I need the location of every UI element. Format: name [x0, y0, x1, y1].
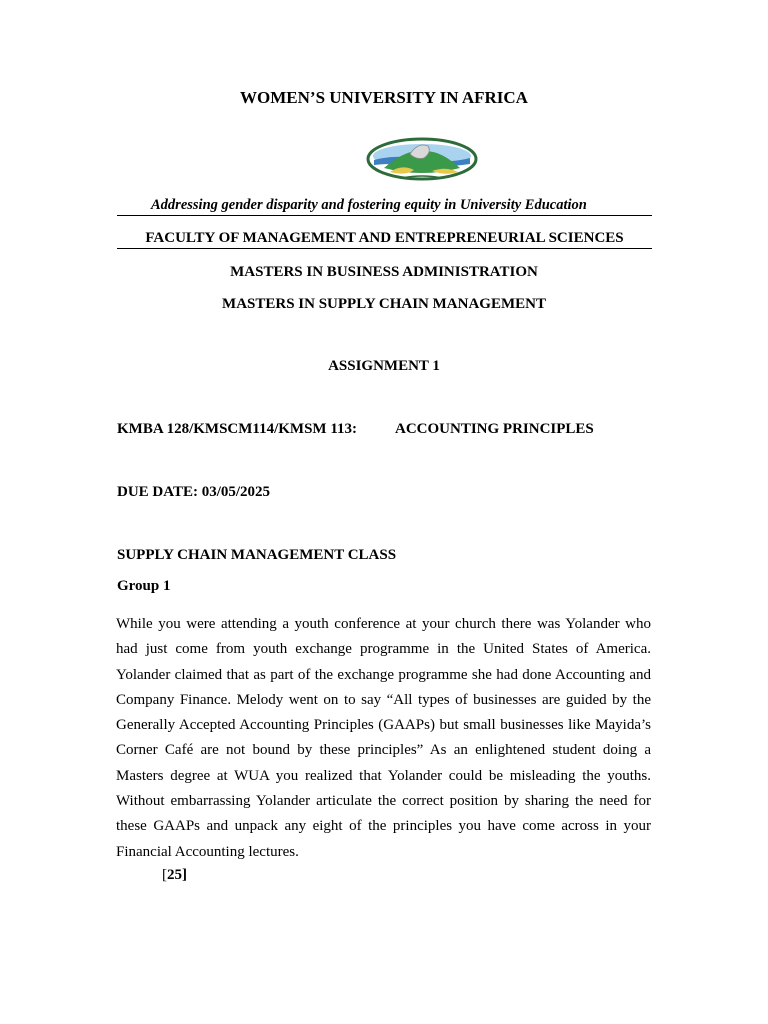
- university-name: WOMEN’S UNIVERSITY IN AFRICA: [240, 88, 528, 107]
- marks-open-bracket: [: [162, 867, 167, 883]
- faculty-name: FACULTY OF MANAGEMENT AND ENTREPRENEURIAL SCIENCES: [145, 230, 624, 246]
- programme-mba: MASTERS IN BUSINESS ADMINISTRATION: [230, 264, 538, 280]
- course-code: KMBA 128/KMSCM114/KMSM 113:: [117, 421, 357, 437]
- marks-close-bracket: ]: [182, 867, 187, 883]
- group-name: Group 1: [117, 578, 171, 594]
- due-date: DUE DATE: 03/05/2025: [117, 484, 271, 500]
- assignment-title: ASSIGNMENT 1: [328, 358, 440, 374]
- header-rule-bottom: [117, 248, 652, 249]
- course-name: ACCOUNTING PRINCIPLES: [395, 421, 594, 437]
- programme-mscm: MASTERS IN SUPPLY CHAIN MANAGEMENT: [222, 296, 546, 312]
- marks-value: 25: [167, 867, 182, 883]
- marks-allocation: [162, 867, 187, 884]
- university-tagline: Addressing gender disparity and fostering equity in University Education: [151, 197, 587, 213]
- assignment-question: While you were attending a youth conference at your church there was Yolander who had just come from youth exchange programme in the United States of America. Yolander claimed that as part of the exchange programme she had done Accounting and Company Finance. Melody went on to say “All types of businesses are guided by the Generally Accepted Accounting Principles (GAAPs) but small businesses like Mayida’s Corner Café are not bound by these principles” As an enlightened student doing a Masters degree at WUA you realized that Yolander could be misleading the youths. Without embarrassing Yolander articulate the correct position by sharing the need for these GAAPs and unpack any eight of the principles you have come across in your Financial Accounting lectures.: [116, 616, 651, 860]
- class-name: SUPPLY CHAIN MANAGEMENT CLASS: [117, 547, 397, 563]
- university-crest-icon: [362, 134, 482, 184]
- header-rule-top: [117, 215, 652, 216]
